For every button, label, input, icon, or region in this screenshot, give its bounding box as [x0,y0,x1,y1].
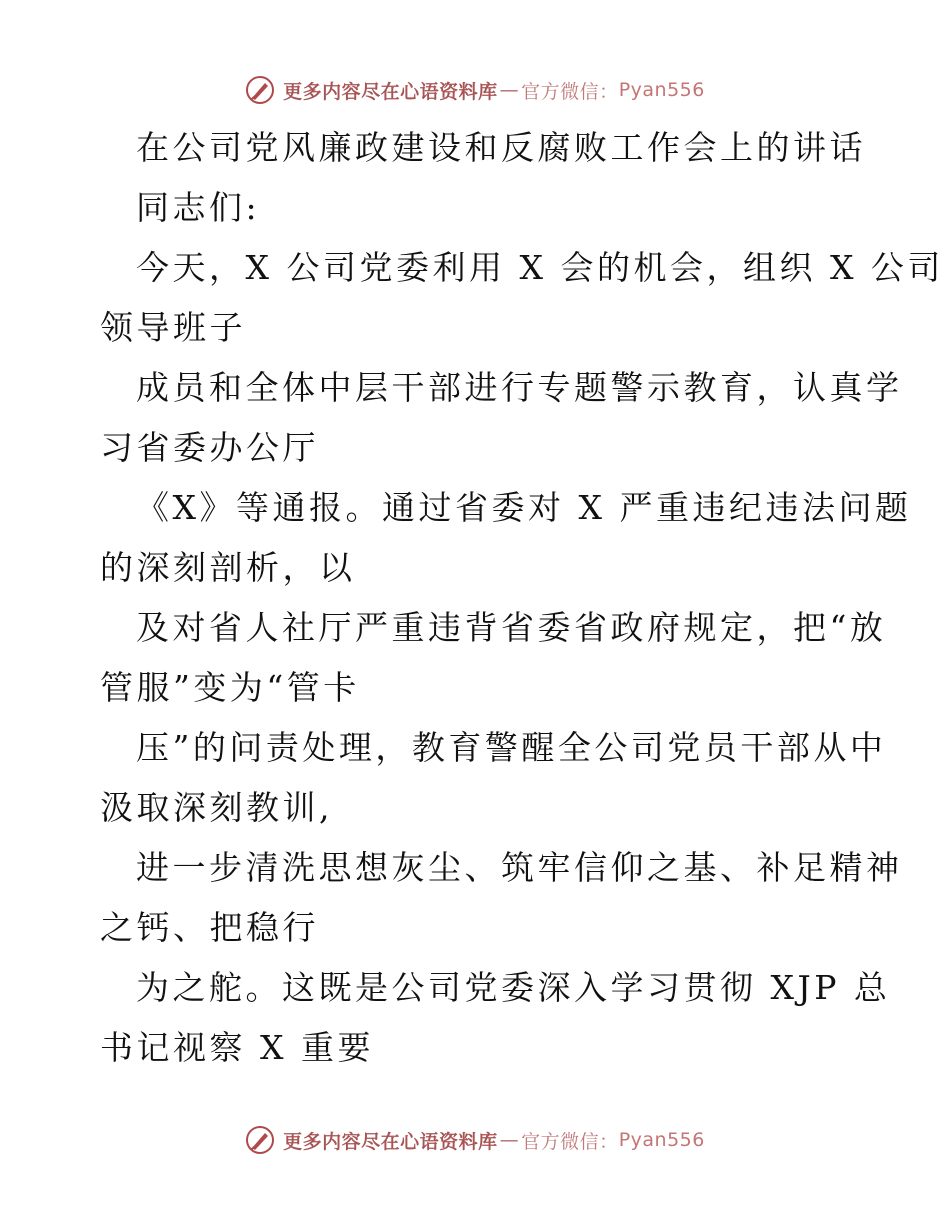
text-line: 为之舵。这既是公司党委深入学习贯彻 XJP 总 [136,968,891,1007]
text-line: 的深刻剖析，以 [100,548,356,587]
watermark-site-text: 更多内容尽在心语资料库 [283,1130,498,1153]
quill-pen-logo-icon [245,1125,275,1155]
salutation: 同志们: [136,188,261,227]
text-line: 习省委办公厅 [100,428,319,467]
watermark-separator: — [499,79,520,101]
watermark-separator: — [499,1129,520,1151]
text-line: 今天，X 公司党委利用 X 会的机会，组织 X 公司 [136,248,944,287]
watermark-wechat-label: 官方微信： [521,80,619,103]
quill-pen-logo-icon [245,75,275,105]
text-line: 压”的问责处理，教育警醒全公司党员干部从中 [136,728,887,767]
watermark-handle: Pyan556 [618,1129,705,1151]
watermark-site-text: 更多内容尽在心语资料库 [283,80,498,103]
text-line: 书记视察 X 重要 [100,1028,374,1067]
document-title: 在公司党风廉政建设和反腐败工作会上的讲话 [136,128,866,167]
text-line: 管服”变为“管卡 [100,668,360,707]
text-line: 领导班子 [100,308,246,347]
watermark-wechat-label: 官方微信： [521,1130,619,1153]
text-line: 《X》等通报。通过省委对 X 严重违纪违法问题 [136,488,912,527]
text-line: 进一步清洗思想灰尘、筑牢信仰之基、补足精神 [136,848,903,887]
text-line: 之钙、把稳行 [100,908,319,947]
watermark-handle: Pyan556 [618,79,705,101]
text-line: 汲取深刻教训, [100,788,333,827]
document-body [100,118,944,1078]
text-line: 及对省人社厅严重违背省委省政府规定，把“放 [136,608,887,647]
text-line: 成员和全体中层干部进行专题警示教育，认真学 [136,368,903,407]
footer-watermark [0,1120,950,1160]
header-watermark [0,70,950,110]
